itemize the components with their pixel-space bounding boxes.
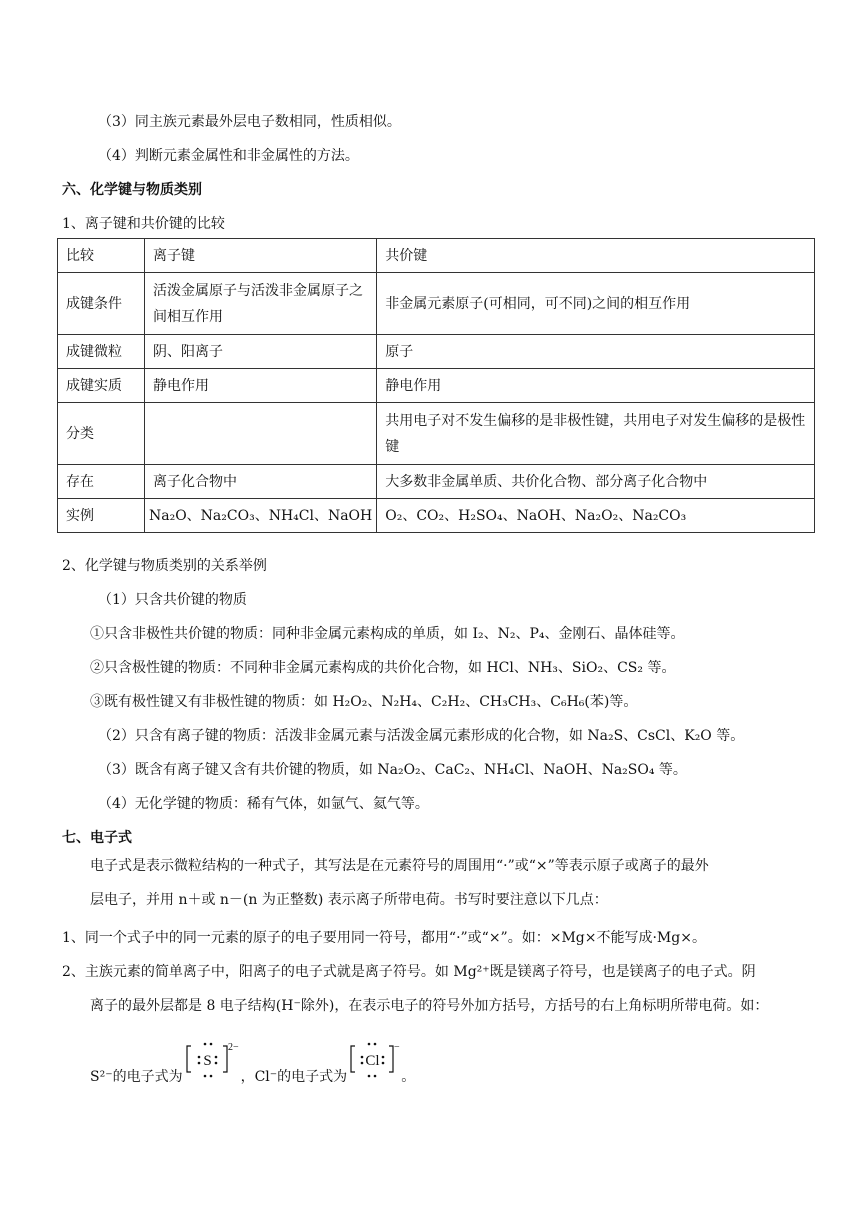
table-cell: 静电作用 xyxy=(377,369,815,403)
lewis-cl-symbol: Cl xyxy=(365,1053,380,1069)
paragraph-3: （3）同主族元素最外层电子数相同，性质相似。 xyxy=(98,114,401,130)
s2-item-2: （2）只含有离子键的物质：活泼非金属元素与活泼金属元素形成的化合物，如 Na₂S、CsCl、K₂O 等。 xyxy=(98,728,745,744)
table-cell: 分类 xyxy=(58,403,145,465)
s2-item-4: （4）无化学键的物质：稀有气体，如氩气、氦气等。 xyxy=(98,796,429,812)
table-cell: 阴、阳离子 xyxy=(145,335,377,369)
s7-example-line xyxy=(90,1042,416,1102)
sub1-title: 1、离子键和共价键的比较 xyxy=(62,216,225,232)
table-row xyxy=(58,465,815,499)
example-end: 。 xyxy=(401,1069,416,1085)
s2-item-1a: ①只含非极性共价键的物质：同种非金属元素构成的单质，如 I₂、N₂、P₄、金刚石、晶体硅等。 xyxy=(90,626,685,642)
table-cell xyxy=(145,403,377,465)
table-cell: 成键微粒 xyxy=(58,335,145,369)
table-row xyxy=(58,239,815,273)
section7-title: 七、电子式 xyxy=(62,830,132,846)
table-cell: 存在 xyxy=(58,465,145,499)
table-cell: 大多数非金属单质、共价化合物、部分离子化合物中 xyxy=(377,465,815,499)
table-cell: 实例 xyxy=(58,499,145,533)
s7-rule-2-line1: 2、主族元素的简单离子中，阳离子的电子式就是离子符号。如 Mg²⁺既是镁离子符号，也是镁离子的电子式。阴 xyxy=(62,964,756,980)
bond-comparison-table xyxy=(57,238,815,533)
table-cell: 离子化合物中 xyxy=(145,465,377,499)
lewis-structure-s xyxy=(183,1038,241,1088)
s7-paragraph-line1: 电子式是表示微粒结构的一种式子，其写法是在元素符号的周围用“·”或“×”等表示原子或离子的最外 xyxy=(90,858,709,874)
s2-item-1: （1）只含共价键的物质 xyxy=(98,592,247,608)
lewis-structure-cl xyxy=(347,1038,401,1088)
lewis-s-charge: 2− xyxy=(227,1042,239,1053)
s2-item-3: （3）既含有离子键又含有共价键的物质，如 Na₂O₂、CaC₂、NH₄Cl、NaOH、Na₂SO₄ 等。 xyxy=(98,762,687,778)
lewis-cl-charge: − xyxy=(394,1042,400,1053)
s7-paragraph-line2: 层电子，并用 n＋或 n－(n 为正整数) 表示离子所带电荷。书写时要注意以下几点： xyxy=(90,892,608,908)
example-prefix: S²⁻的电子式为 xyxy=(90,1069,183,1085)
table-cell: 原子 xyxy=(377,335,815,369)
table-cell: 活泼金属原子与活泼非金属原子之间相互作用 xyxy=(145,273,377,335)
s2-item-1c: ③既有极性键又有非极性键的物质：如 H₂O₂、N₂H₄、C₂H₂、CH₃CH₃、C₆H₆(苯)等。 xyxy=(90,694,638,710)
table-row xyxy=(58,335,815,369)
table-header-cell: 共价键 xyxy=(377,239,815,273)
table-row xyxy=(58,499,815,533)
example-middle: ，Cl⁻的电子式为 xyxy=(240,1069,348,1085)
table-cell: 静电作用 xyxy=(145,369,377,403)
table-header-cell: 比较 xyxy=(58,239,145,273)
table-cell: 共用电子对不发生偏移的是非极性键，共用电子对发生偏移的是极性键 xyxy=(377,403,815,465)
table-cell: Na₂O、Na₂CO₃、NH₄Cl、NaOH xyxy=(145,499,377,533)
table-row xyxy=(58,369,815,403)
table-cell: 成键条件 xyxy=(58,273,145,335)
paragraph-4: （4）判断元素金属性和非金属性的方法。 xyxy=(98,148,359,164)
table-cell: O₂、CO₂、H₂SO₄、NaOH、Na₂O₂、Na₂CO₃ xyxy=(377,499,815,533)
s7-rule-1: 1、同一个式子中的同一元素的原子的电子要用同一符号，都用“·”或“×”。如：×Mg×不能写成·Mg×。 xyxy=(62,930,706,946)
table-cell: 非金属元素原子(可相同，可不同)之间的相互作用 xyxy=(377,273,815,335)
table-cell: 成键实质 xyxy=(58,369,145,403)
table-row xyxy=(58,403,815,465)
s2-item-1b: ②只含极性键的物质：不同种非金属元素构成的共价化合物，如 HCl、NH₃、SiO₂、CS₂ 等。 xyxy=(90,660,676,676)
table-row xyxy=(58,273,815,335)
section6-title: 六、化学键与物质类别 xyxy=(62,182,202,198)
sub2-title: 2、化学键与物质类别的关系举例 xyxy=(62,558,267,574)
s7-rule-2-line2: 离子的最外层都是 8 电子结构(H⁻除外)，在表示电子的符号外加方括号，方括号的右上角标明所带电荷。如： xyxy=(90,998,769,1014)
table-header-cell: 离子键 xyxy=(145,239,377,273)
lewis-s-symbol: S xyxy=(202,1053,212,1069)
